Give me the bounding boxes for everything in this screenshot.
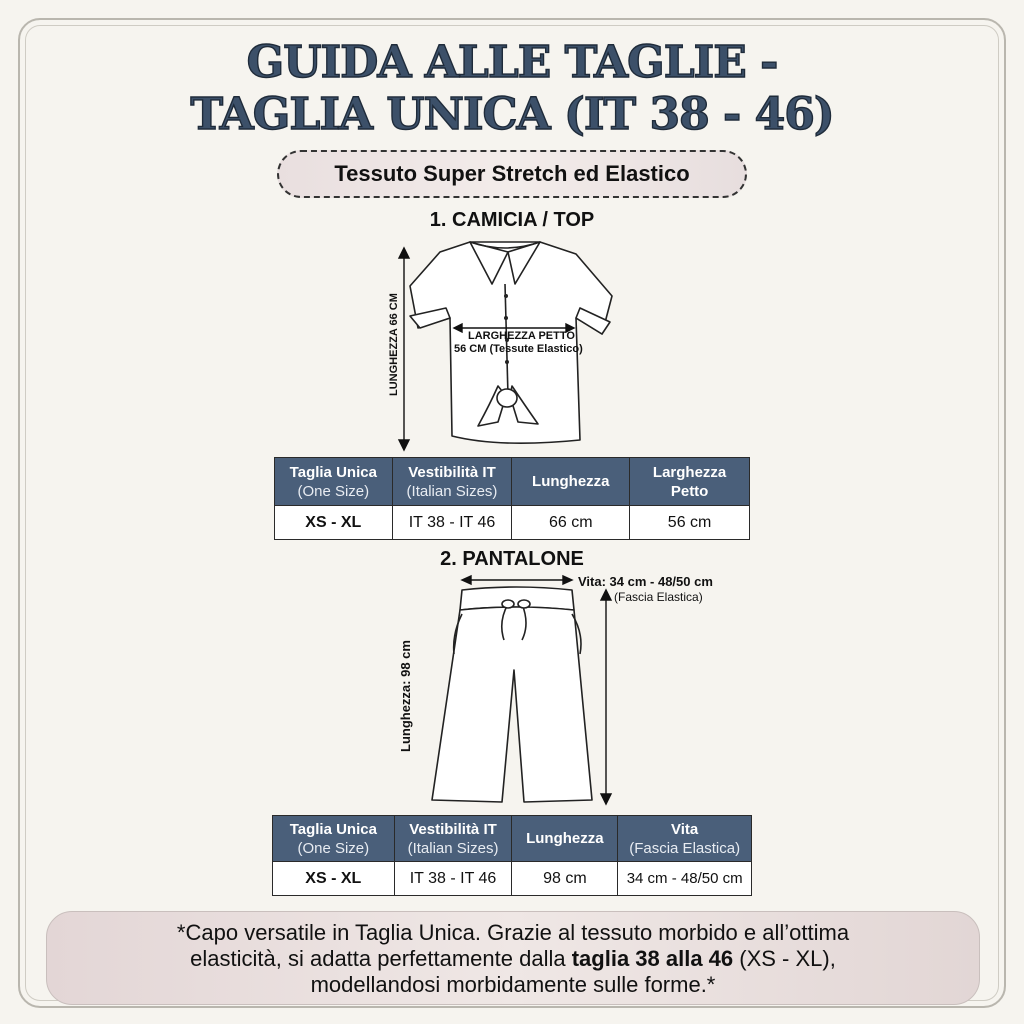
cell-fit: IT 38 - IT 46 <box>394 862 512 896</box>
note-line-2b: (XS - XL), <box>733 946 836 971</box>
header-chest: Larghezza Petto <box>630 458 750 506</box>
pants-size-table <box>272 815 752 896</box>
table-header-row <box>273 816 752 862</box>
footer-note <box>46 911 980 1005</box>
cell-length: 98 cm <box>512 862 618 896</box>
note-highlight: taglia 38 alla 46 <box>571 946 734 971</box>
shirt-size-table <box>274 457 750 540</box>
note-line-2a: elasticità, si adatta perfettamente dalla <box>190 946 572 971</box>
page-title-line-2: TAGLIA UNICA (IT 38 - 46) <box>190 89 834 140</box>
pants-illustration <box>424 574 606 810</box>
cell-size: XS - XL <box>273 862 395 896</box>
pants-length-label: Lunghezza: 98 cm <box>398 640 413 752</box>
note-line-1: *Capo versatile in Taglia Unica. Grazie al tessuto morbido e all’ottima <box>176 920 850 945</box>
cell-size: XS - XL <box>275 506 393 540</box>
section-title-pants: 2. PANTALONE <box>440 548 584 570</box>
header-length: Lunghezza <box>512 816 618 862</box>
cell-fit: IT 38 - IT 46 <box>392 506 512 540</box>
header-fit: Vestibilità IT (Italian Sizes) <box>394 816 512 862</box>
header-waist: Vita (Fascia Elastica) <box>618 816 752 862</box>
chest-label-2: 56 CM (Tessute Elastico) <box>454 343 583 355</box>
header-size: Taglia Unica (One Size) <box>275 458 393 506</box>
pants-length-arrow <box>598 588 614 806</box>
cell-length: 66 cm <box>512 506 630 540</box>
table-row <box>273 862 752 896</box>
header-fit: Vestibilità IT (Italian Sizes) <box>392 458 512 506</box>
chest-label-1: LARGHEZZA PETTO <box>468 330 575 342</box>
cell-waist: 34 cm - 48/50 cm <box>618 862 752 896</box>
cell-chest: 56 cm <box>630 506 750 540</box>
note-line-3: modellandosi morbidamente sulle forme.* <box>310 972 716 997</box>
table-header-row <box>275 458 750 506</box>
table-row <box>275 506 750 540</box>
waist-sub-label: (Fascia Elastica) <box>614 590 703 604</box>
section-title-shirt: 1. CAMICIA / TOP <box>429 209 595 231</box>
shirt-length-label: LUNGHEZZA 66 CM <box>388 293 400 396</box>
fabric-badge: Tessuto Super Stretch ed Elastico <box>277 150 747 198</box>
header-size: Taglia Unica (One Size) <box>273 816 395 862</box>
header-length: Lunghezza <box>512 458 630 506</box>
page-title-line-1: GUIDA ALLE TAGLIE - <box>246 37 778 88</box>
waist-label: Vita: 34 cm - 48/50 cm <box>578 574 713 589</box>
